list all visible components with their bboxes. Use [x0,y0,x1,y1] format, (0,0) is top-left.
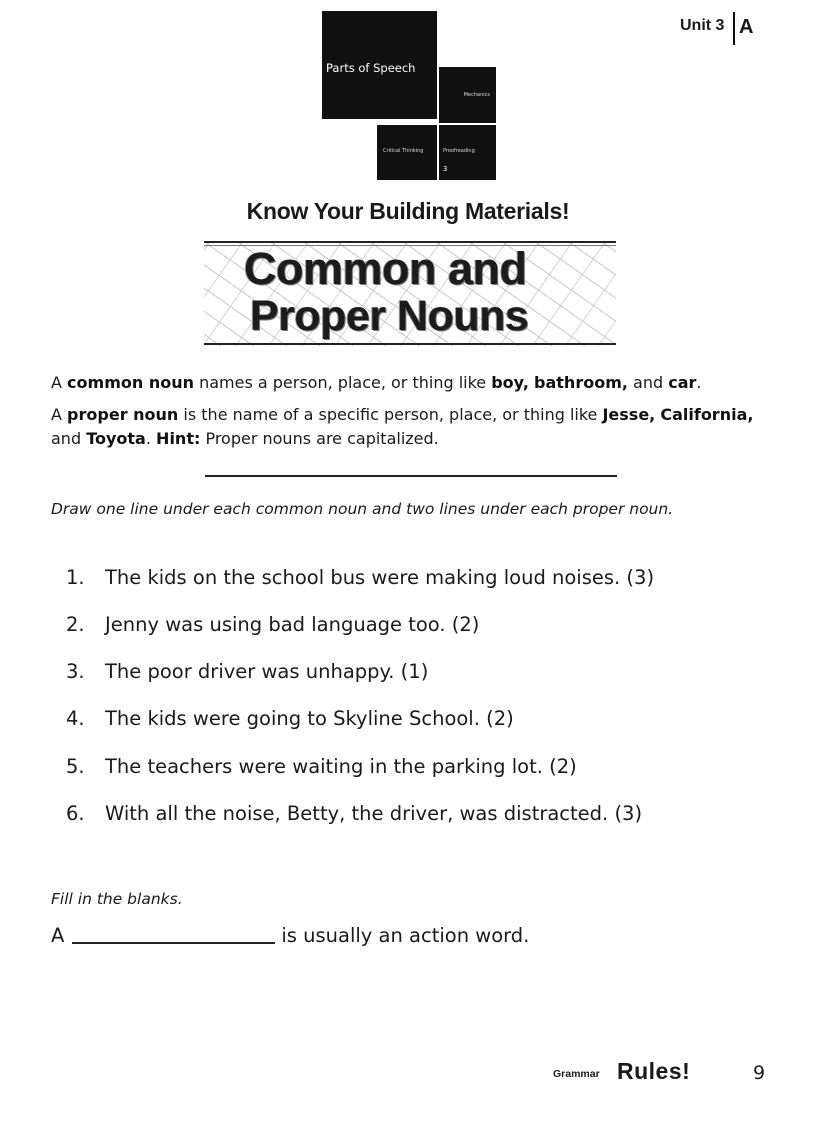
example-word: Jesse, [602,405,656,424]
logo-parts-of-speech-block [322,11,437,119]
common-noun-definition [51,371,771,395]
page-title: Know Your Building Materials! [246,198,570,224]
logo-proofreading-block [439,125,496,180]
footer-rules-label: Rules! [617,1058,691,1084]
item-number: 3. [66,660,85,683]
exercise-item [66,566,654,589]
item-sentence: The kids were going to Skyline School. (2) [105,707,514,730]
definition-text: is the name of a specific person, place, or thing like [183,405,598,424]
term-common-noun: common noun [67,373,194,392]
banner-bottom-rule [204,343,616,345]
example-word: car [668,373,697,392]
exercise-instructions: Draw one line under each common noun and two lines under each proper noun. [51,500,674,518]
example-word: boy, [491,373,529,392]
item-sentence: The teachers were waiting in the parking lot. (2) [105,755,577,778]
unit-label: Unit 3 [680,17,725,34]
hint-text: Proper nouns are capitalized. [205,429,439,448]
article: A [51,405,62,424]
period: . [145,429,151,448]
logo-critical-block [377,125,437,180]
example-word: California, [660,405,754,424]
banner-line-2: Proper Nouns [250,292,529,340]
item-sentence: The poor driver was unhappy. (1) [105,660,429,683]
fill-in-instructions: Fill in the blanks. [51,890,183,908]
item-sentence: The kids on the school bus were making loud noises. (3) [105,566,655,589]
fill-in-sentence [51,924,529,947]
item-number: 1. [66,566,85,589]
proper-noun-definition [51,403,771,451]
exercise-item [66,755,577,778]
logo-proofreading-label: Proofreading [443,148,475,154]
unit-letter: A [739,16,754,38]
conjunction: and [633,373,664,392]
logo-number: 3 [443,165,448,173]
logo-critical-label: Critical Thinking [383,148,424,154]
example-word: bathroom, [534,373,628,392]
exercise-item [66,613,479,636]
hint-label: Hint: [156,429,201,448]
item-number: 6. [66,802,85,825]
footer-grammar-label: Grammar [553,1068,600,1080]
article: A [51,373,62,392]
fill-prefix: A [51,924,65,947]
item-sentence: With all the noise, Betty, the driver, was distracted. (3) [105,802,643,825]
term-proper-noun: proper noun [67,405,179,424]
logo-main-label: Parts of Speech [326,61,416,75]
period: . [696,373,702,392]
exercise-item [66,660,428,683]
exercise-item [66,707,514,730]
banner-line-1: Common and [244,243,527,294]
item-number: 2. [66,613,85,636]
example-word: Toyota [86,429,146,448]
page-number: 9 [753,1062,766,1084]
conjunction: and [51,429,82,448]
section-divider [205,475,617,477]
logo-mechanics-block [439,67,496,123]
definition-text: names a person, place, or thing like [199,373,487,392]
exercise-item [66,802,642,825]
logo-mechanics-label: Mechanics [463,92,490,98]
item-number: 4. [66,707,85,730]
fill-suffix: is usually an action word. [281,924,530,947]
item-number: 5. [66,755,85,778]
item-sentence: Jenny was using bad language too. (2) [105,613,480,636]
fill-in-blank[interactable] [72,942,275,944]
unit-divider [733,12,735,45]
